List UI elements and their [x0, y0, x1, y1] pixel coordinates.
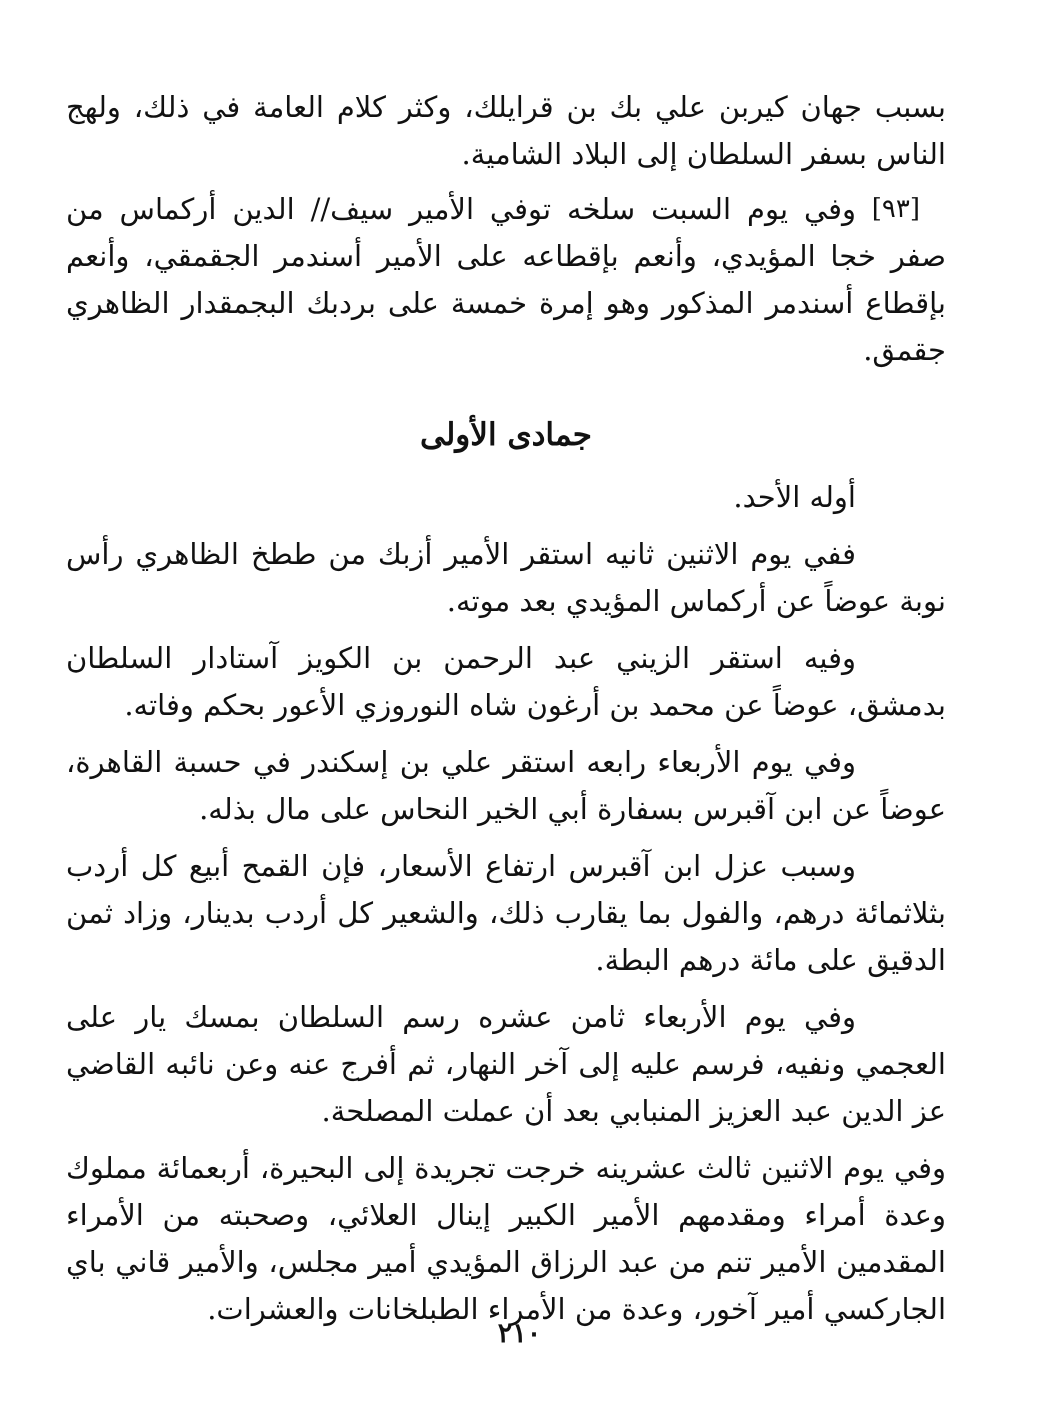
text-column	[66, 84, 946, 1343]
paragraph: وفي يوم الاثنين ثالث عشرينه خرجت تجريدة إلى البحيرة، أربعمائة مملوك وعدة أمراء ومقدمهم الأمير الكبير إينال العلائي، وصحبته من الأمراء المقدمين الأمير تنم من عبد الرزاق المؤيدي أمير مجلس، والأمير قاني باي الجاركسي أمير آخور، وعدة من الأمراء الطبلخانات والعشرات.	[66, 1151, 946, 1326]
paragraph: وفي يوم الأربعاء رابعه استقر علي بن إسكندر في حسبة القاهرة، عوضاً عن ابن آقبرس بسفارة أبي الخير النحاس على مال بذله.	[66, 745, 946, 826]
section-heading: جمادى الأولى	[420, 417, 592, 453]
paragraph: وفيه استقر الزيني عبد الرحمن بن الكويز آستادار السلطان بدمشق، عوضاً عن محمد بن أرغون شاه النوروزي الأعور بحكم وفاته.	[66, 641, 946, 722]
entry-paragraph	[66, 186, 946, 374]
paragraph: وفي يوم الأربعاء ثامن عشره رسم السلطان بمسك يار على العجمي ونفيه، فرسم عليه إلى آخر النهار، ثم أفرج عنه وعن نائبه القاضي عز الدين عبد العزيز المنبابي بعد أن عملت المصلحة.	[66, 1000, 946, 1128]
paragraph: وسبب عزل ابن آقبرس ارتفاع الأسعار، فإن القمح أبيع كل أردب بثلاثمائة درهم، والفول بما يقارب ذلك، والشعير كل أردب بدينار، وزاد ثمن الدقيق على مائة درهم البطة.	[66, 849, 946, 977]
page-number: ٢١٠	[497, 1318, 542, 1349]
entry-text: وفي يوم السبت سلخه توفي الأمير سيف// الدين أركماس من صفر خجا المؤيدي، وأنعم بإقطاعه على الأمير أسندمر الجقمقي، وأنعم بإقطاع أسندمر المذكور وهو إمرة خمسة على بردبك البجمقدار الظاهري جقمق.	[66, 192, 946, 367]
entry-reference-marker: [٩٣]	[871, 194, 920, 224]
paragraph: ففي يوم الاثنين ثانيه استقر الأمير أزبك من ططخ الظاهري رأس نوبة عوضاً عن أركماس المؤيدي بعد موته.	[66, 537, 946, 618]
paragraph: أوله الأحد.	[733, 480, 856, 514]
paragraph-continuation: بسبب جهان كيربن علي بك بن قرايلك، وكثر كلام العامة في ذلك، ولهج الناس بسفر السلطان إلى البلاد الشامية.	[66, 90, 946, 171]
